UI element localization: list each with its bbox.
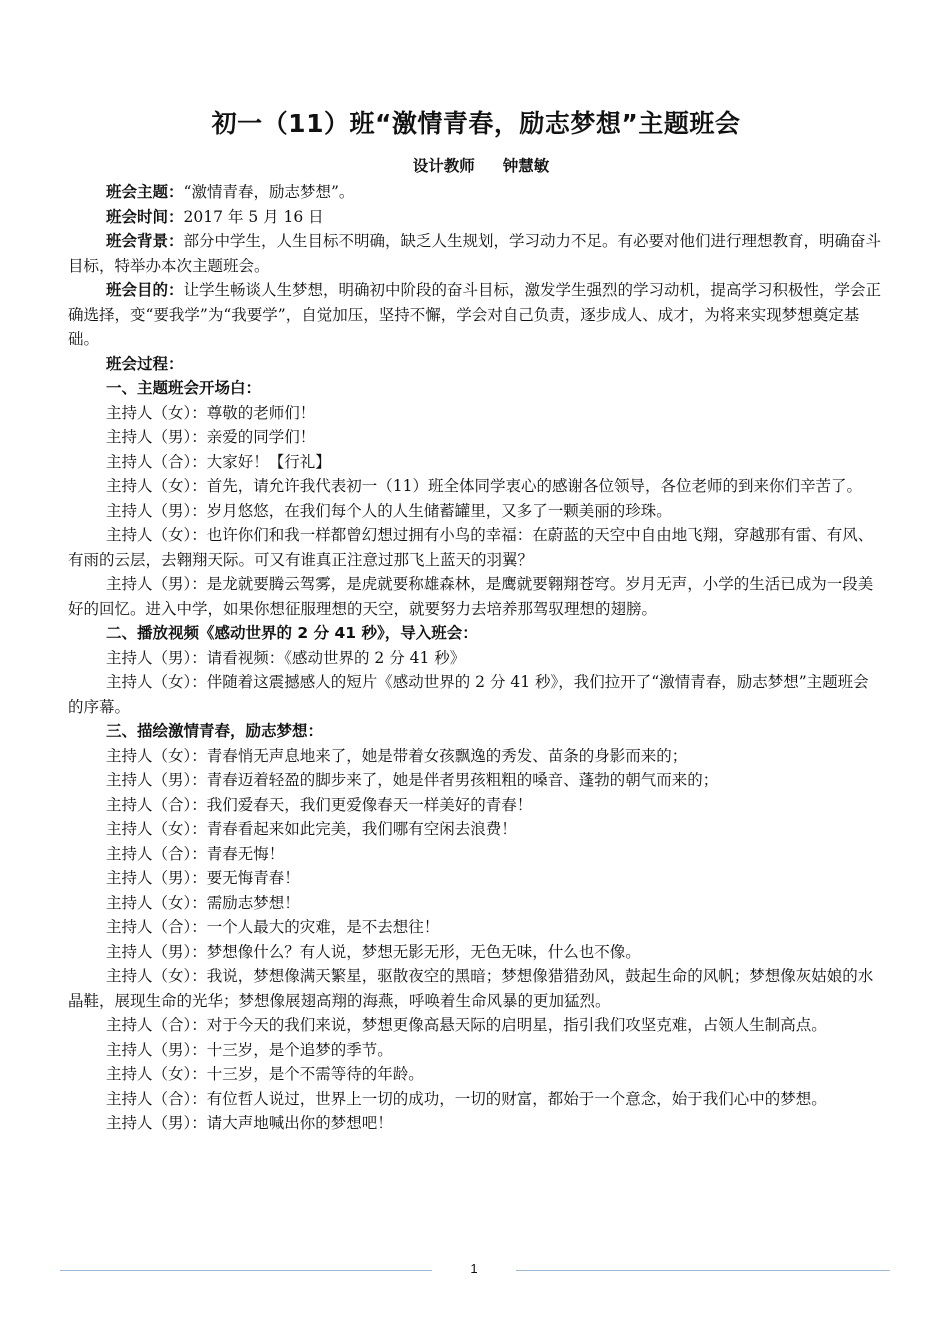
section3-line: 主持人（女）：青春悄无声息地来了，她是带着女孩飘逸的秀发、苗条的身影而来的； <box>106 746 688 765</box>
footer-rule-right <box>516 1270 890 1271</box>
author-name: 钟慧敏 <box>502 157 550 175</box>
time-text: 2017 年 5 月 16 日 <box>183 207 324 226</box>
section3-line: 主持人（男）：要无悔青春！ <box>106 869 300 887</box>
theme-text: “激情青春，励志梦想”。 <box>183 183 355 201</box>
section1-line: 主持人（女）：首先，请允许我代表初一（11）班全体同学衷心的感谢各位领导，各位老师的到来你们辛苦了。 <box>106 477 862 495</box>
document-title: 初一（11）班“激情青春，励志梦想”主题班会 <box>211 109 741 138</box>
section2-heading: 二、播放视频《感动世界的 2 分 41 秒》，导入班会： <box>106 624 478 642</box>
section3-line: 主持人（合）：有位哲人说过，世界上一切的成功，一切的财富，都始于一个意念，始于我们心中的梦想。 <box>106 1089 827 1108</box>
section3-line: 主持人（男）：梦想像什么？有人说，梦想无影无形，无色无味，什么也不像。 <box>106 942 641 961</box>
author-role: 设计教师 <box>412 157 475 175</box>
background-label: 班会背景： <box>106 232 184 250</box>
section3-line: 主持人（女）：十三岁，是个不需等待的年龄。 <box>106 1065 424 1083</box>
background-text: 部分中学生，人生目标不明确，缺乏人生规划，学习动力不足。有必要对他们进行理想教育，明确奋斗目标，特举办本次主题班会。 <box>68 232 882 275</box>
section3-line: 主持人（男）：请大声地喊出你的梦想吧！ <box>106 1114 393 1132</box>
time-label: 班会时间： <box>106 207 184 226</box>
section3-line: 主持人（男）：青春迈着轻盈的脚步来了，她是伴者男孩粗粗的嗓音、蓬勃的朝气而来的； <box>106 771 719 789</box>
section3-line: 主持人（合）：青春无悔！ <box>106 844 285 863</box>
section3-line: 主持人（女）：青春看起来如此完美，我们哪有空闲去浪费！ <box>106 820 517 838</box>
section2-line: 主持人（男）：请看视频：《感动世界的 2 分 41 秒》 <box>106 648 466 667</box>
theme-paragraph <box>68 180 884 205</box>
section1-line: 主持人（男）：岁月悠悠，在我们每个人的人生储蓄罐里，又多了一颗美丽的珍珠。 <box>106 501 672 520</box>
section3-heading: 三、描绘激情青春，励志梦想： <box>106 722 324 740</box>
page-footer <box>60 1261 890 1281</box>
section1-line: 主持人（男）：亲爱的同学们！ <box>106 428 316 446</box>
time-paragraph <box>68 205 884 230</box>
author-line <box>68 154 884 176</box>
section3-line: 主持人（合）：我们爱春天，我们更爱像春天一样美好的青春！ <box>106 795 533 814</box>
section1-heading: 一、主题班会开场白： <box>106 379 262 397</box>
section3-line: 主持人（女）：需励志梦想！ <box>106 893 300 912</box>
section3-line: 主持人（男）：十三岁，是个追梦的季节。 <box>106 1040 393 1059</box>
section1-line: 主持人（合）：大家好！【行礼】 <box>106 452 331 471</box>
page-number: 1 <box>470 1261 478 1276</box>
process-label: 班会过程： <box>106 354 184 373</box>
section1-line: 主持人（男）：是龙就要腾云驾雾，是虎就要称雄森林，是鹰就要翱翔苍穹。岁月无声，小学的生活已成为一段美好的回忆。进入中学，如果你想征服理想的天空，就要努力去培养那驾驭理想的翅膀。 <box>68 575 874 618</box>
section3-line: 主持人（合）：对于今天的我们来说，梦想更像高悬天际的启明星，指引我们攻坚克难，占领人生制高点。 <box>106 1016 827 1034</box>
footer-rule-left <box>60 1270 432 1271</box>
purpose-text: 让学生畅谈人生梦想，明确初中阶段的奋斗目标，激发学生强烈的学习动机，提高学习积极性，学会正确选择，变“要我学”为“我要学”，自觉加压，坚持不懈，学会对自己负责，逐步成人、成才，为将来实现梦想奠定基础。 <box>68 281 882 348</box>
section3-line: 主持人（合）：一个人最大的灾难，是不去想往！ <box>106 918 440 936</box>
section3-line: 主持人（女）：我说，梦想像满天繁星，驱散夜空的黑暗；梦想像猎猎劲风，鼓起生命的风帆；梦想像灰姑娘的水晶鞋，展现生命的光华；梦想像展翅高翔的海燕，呼唤着生命风暴的更加猛烈。 <box>68 967 874 1010</box>
section2-line: 主持人（女）：伴随着这震撼感人的短片《感动世界的 2 分 41 秒》，我们拉开了“激情青春，励志梦想”主题班会的序幕。 <box>68 673 869 716</box>
section1-line: 主持人（女）：尊敬的老师们！ <box>106 403 316 422</box>
background-paragraph <box>68 229 884 278</box>
section1-line: 主持人（女）：也许你们和我一样都曾幻想过拥有小鸟的幸福：在蔚蓝的天空中自由地飞翔，穿越那有雷、有风、有雨的云层，去翱翔天际。可又有谁真正注意过那飞上蓝天的羽翼？ <box>68 526 874 569</box>
document-page <box>68 96 884 1136</box>
purpose-label: 班会目的： <box>106 281 184 299</box>
purpose-paragraph <box>68 278 884 352</box>
theme-label: 班会主题： <box>106 183 184 201</box>
